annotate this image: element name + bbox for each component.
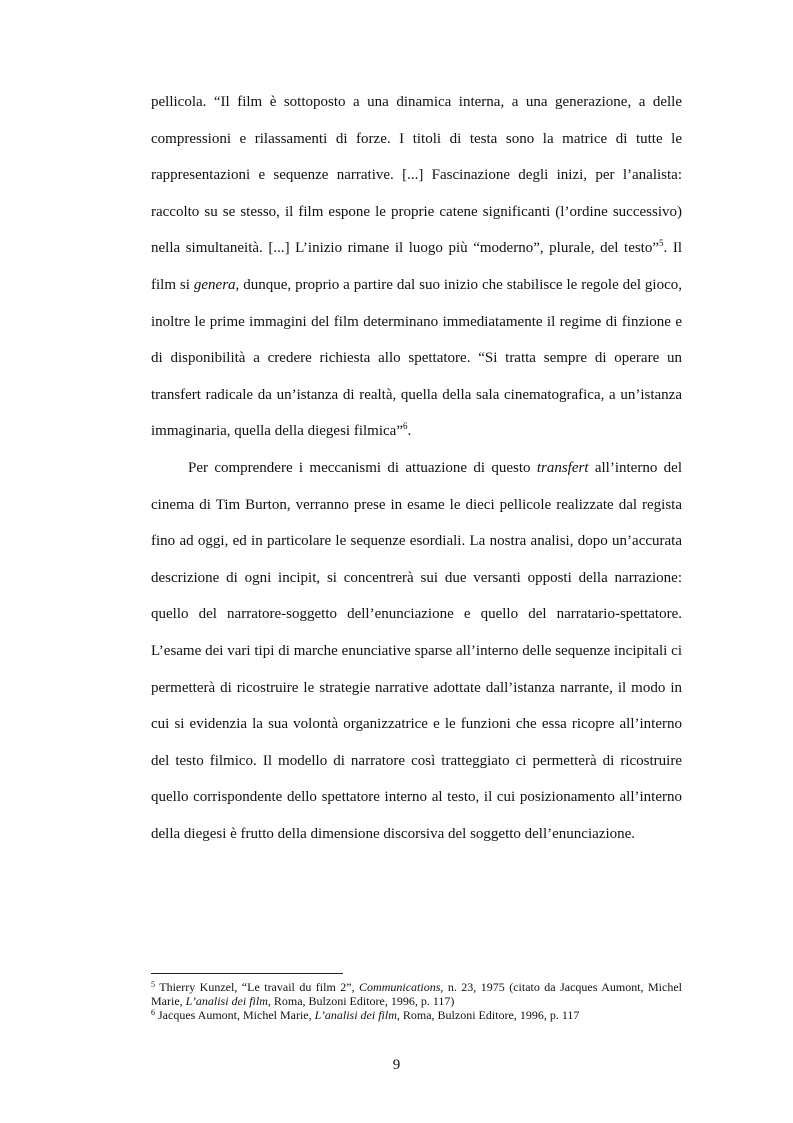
footnote-ref-6[interactable]: 6 <box>402 421 408 432</box>
footnote-text: , Roma, Bulzoni Editore, 1996, p. 117 <box>396 1008 580 1022</box>
footnote-number: 6 <box>151 1008 155 1017</box>
footnote-emphasis: L’analisi dei film <box>185 994 268 1008</box>
footnote-text: , n. 23, 1975 (citato da Jacques Aumont, Michel Marie, <box>151 980 682 1008</box>
paragraph-1-text-d: . <box>407 423 412 440</box>
paragraph-2-text-a: Per comprendere i meccanismi di attuazione di questo <box>188 459 537 476</box>
footnote-emphasis: Communications <box>359 980 441 994</box>
footnote-text: Thierry Kunzel, “Le travail du film 2”, <box>155 980 360 994</box>
emphasis-genera: genera <box>193 276 236 293</box>
body-text <box>151 84 682 852</box>
footnote-ref-5[interactable]: 5 <box>659 238 664 249</box>
paragraph-1-text-c: , dunque, proprio a partire dal suo inizio che stabilisce le regole del gioco, inoltre le prime immagini del film determinano immediatamente il regime di finzione e di disponibilità a credere richiesta allo spettatore. “Si tratta sempre di operare un transfert radicale da un’istanza di realtà, quella della sala cinematografica, a un’istanza immaginaria, quella della diegesi filmica” <box>151 276 682 440</box>
paragraph-1 <box>151 84 682 450</box>
paragraph-1-text-b: . Il film si <box>151 240 682 293</box>
footnote-text: Jacques Aumont, Michel Marie, <box>155 1008 315 1022</box>
footnote-5 <box>151 980 682 1008</box>
footnote-emphasis: L’analisi dei film <box>314 1008 397 1022</box>
footnote-6 <box>151 1008 682 1022</box>
footnote-number: 5 <box>151 980 155 989</box>
footnotes <box>151 980 682 1022</box>
footnote-text: , Roma, Bulzoni Editore, 1996, p. 117) <box>267 994 455 1008</box>
emphasis-transfert: transfert <box>536 459 589 476</box>
footnote-separator <box>151 973 343 974</box>
page-number: 9 <box>392 1057 401 1073</box>
paragraph-2-text-b: all’interno del cinema di Tim Burton, verranno prese in esame le dieci pellicole realizzate dal regista fino ad oggi, ed in particolare le sequenze esordiali. La nostra analisi, dopo un’accurata descrizione di ogni incipit, si concentrerà sui due versanti opposti della narrazione: quello del narratore-soggetto dell’enunciazione e quello del narratario-spettatore. L’esame dei vari tipi di marche enunciative sparse all’interno delle sequenze incipitali ci permetterà di ricostruire le strategie narrative adottate dall’istanza narrante, il modo in cui si evidenzia la sua volontà organizzatrice e le funzioni che essa ricopre all’interno del testo filmico. Il modello di narratore così tratteggiato ci permetterà di ricostruire quello corrispondente dello spettatore interno al testo, il cui posizionamento all’interno della diegesi è frutto della dimensione discorsiva del soggetto dell’enunciazione. <box>151 459 682 842</box>
paragraph-1-text-a: pellicola. “Il film è sottoposto a una dinamica interna, a una generazione, a delle compressioni e rilassamenti di forze. I titoli di testa sono la matrice di tutte le rappresentazioni e sequenze narrative. [...] Fascinazione degli inizi, per l’analista: raccolto su se stesso, il film espone le proprie catene significanti (l’ordine successivo) nella simultaneità. [...] L’inizio rimane il luogo più “moderno”, plurale, del testo” <box>151 94 682 257</box>
paragraph-2 <box>151 450 682 853</box>
